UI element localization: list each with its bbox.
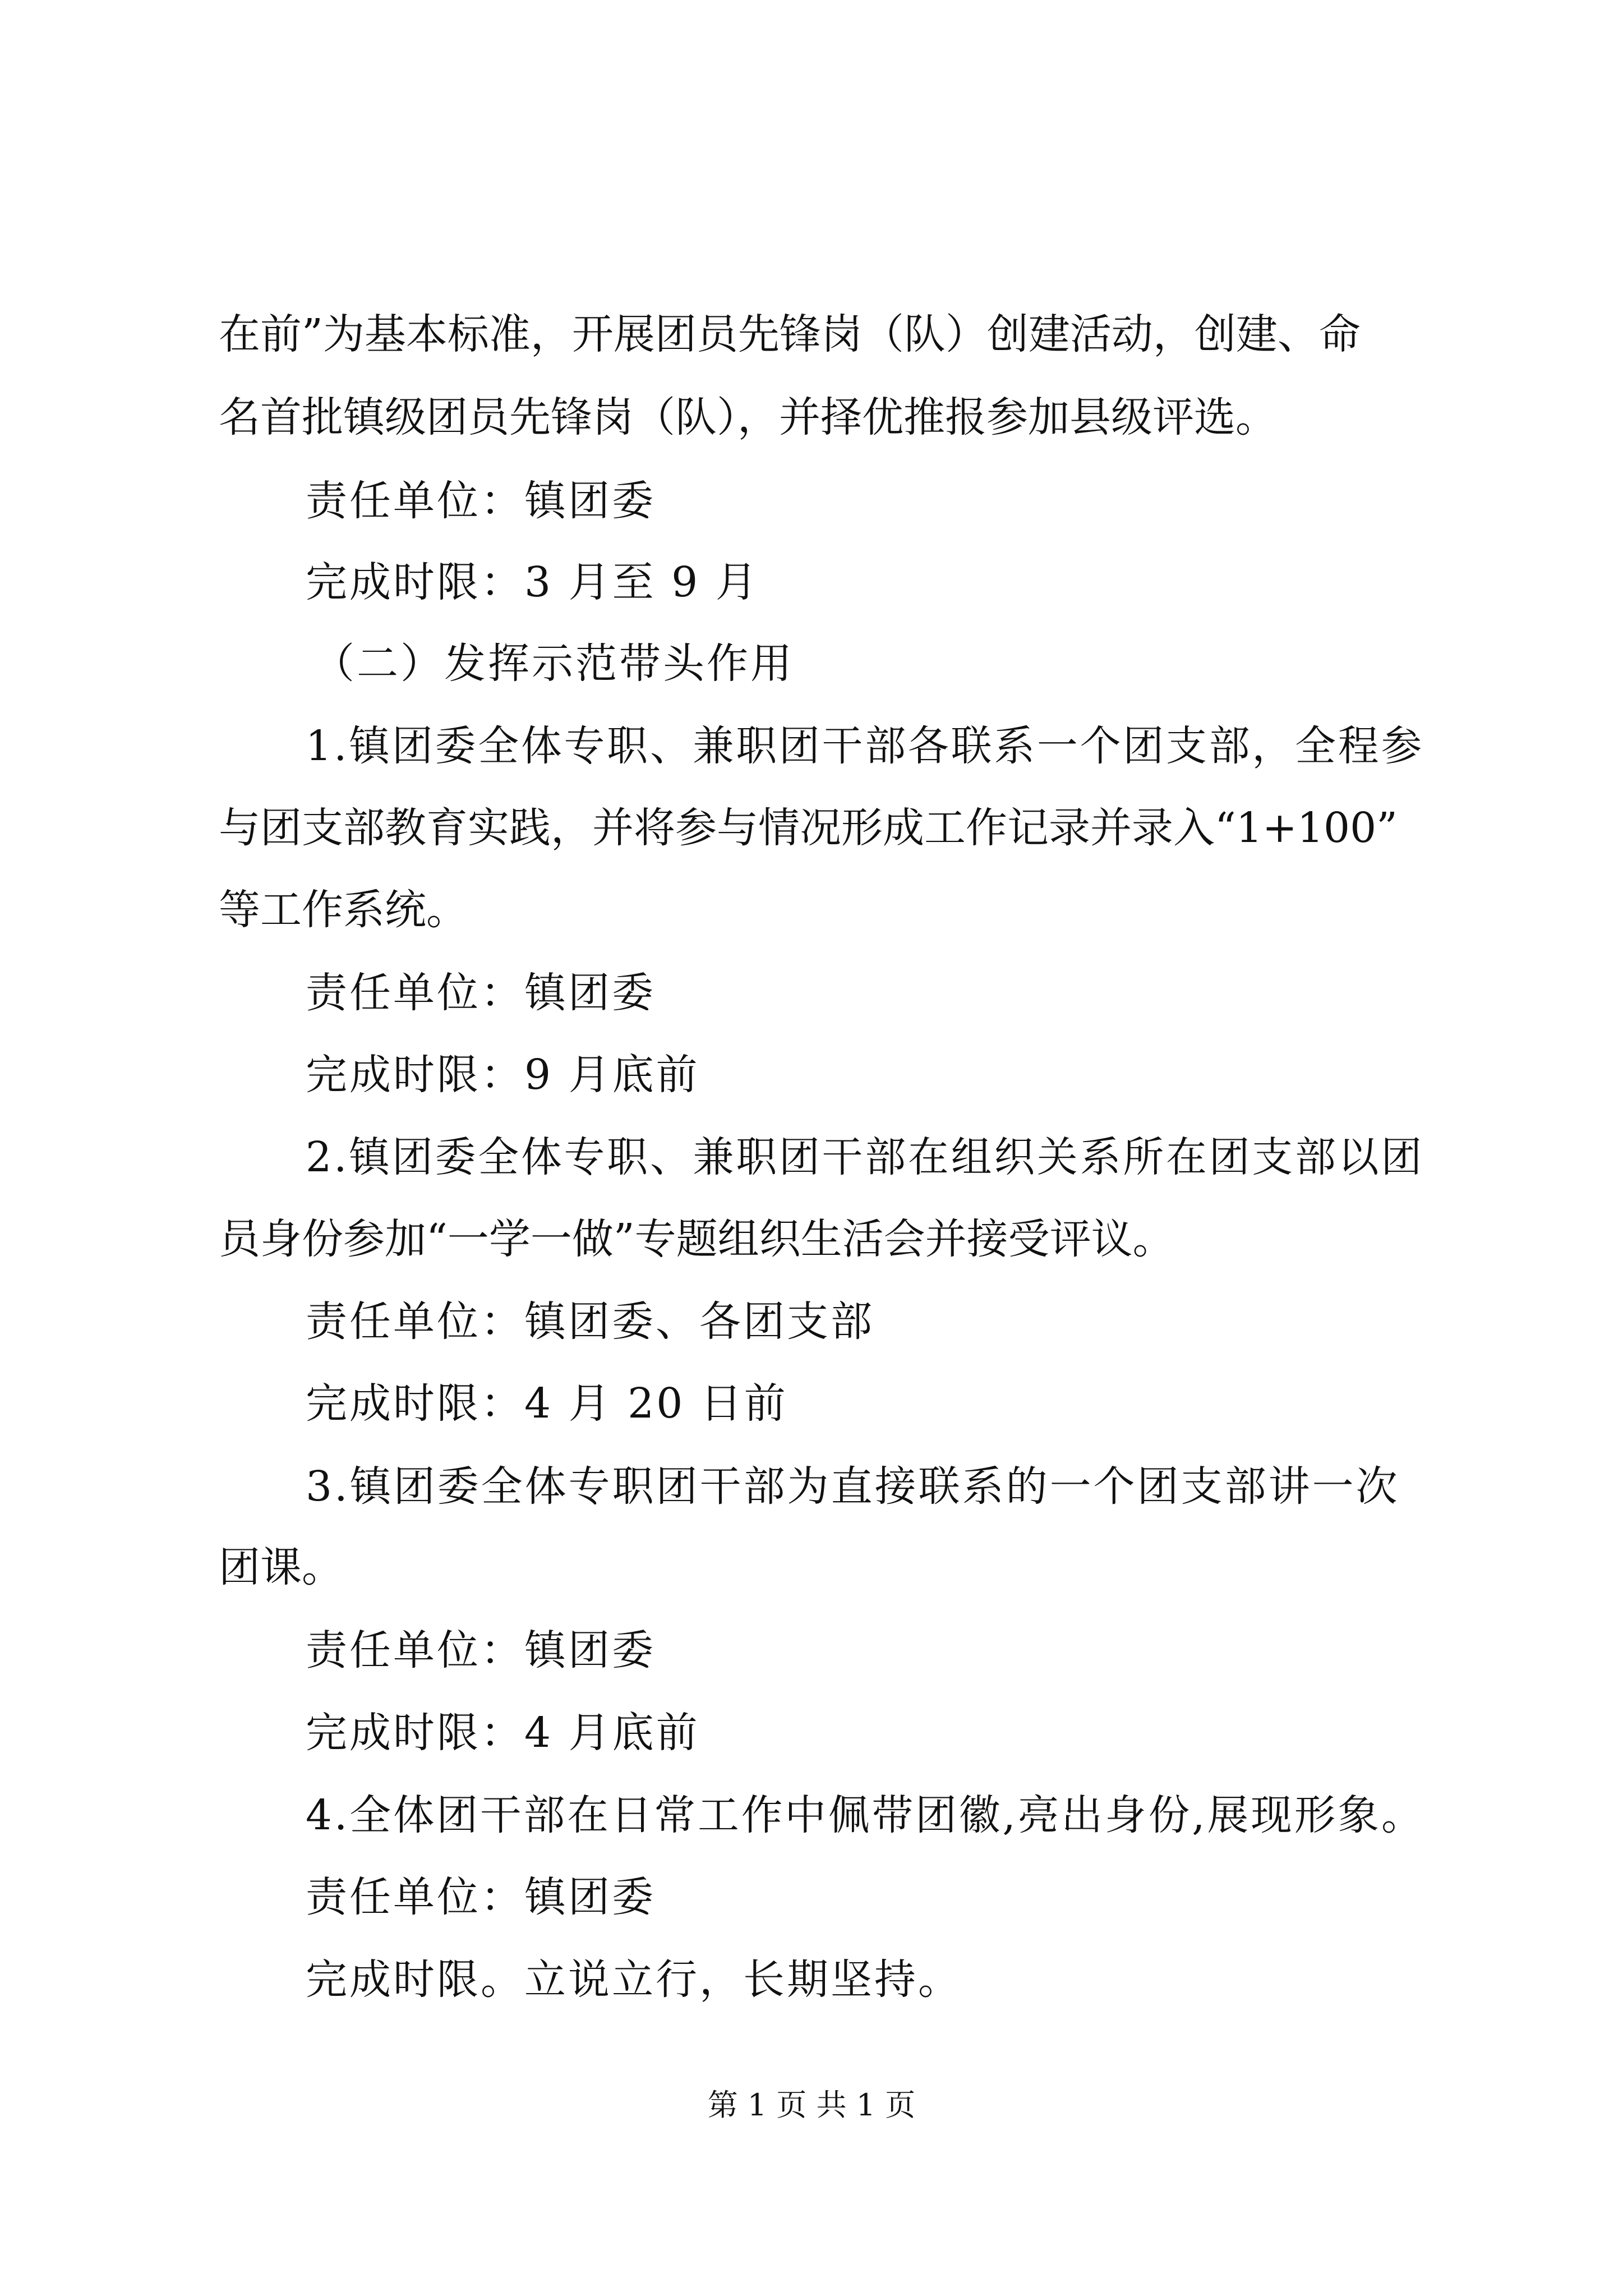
paragraph-line: 在前”为基本标准，开展团员先锋岗（队）创建活动，创建、命 <box>219 310 1361 358</box>
responsible-unit-line: 责任单位：镇团委 <box>306 1626 656 1674</box>
responsible-unit-line: 责任单位：镇团委 <box>306 477 656 525</box>
deadline-line: 完成时限。立说立行，长期坚持。 <box>306 1955 962 2004</box>
deadline-line: 完成时限：3 月至 9 月 <box>306 558 759 606</box>
responsible-unit-line: 责任单位：镇团委 <box>306 1873 656 1921</box>
paragraph-line: 员身份参加“一学一做”专题组织生活会并接受评议。 <box>219 1215 1174 1263</box>
section-heading: （二）发挥示范带头作用 <box>313 639 794 688</box>
paragraph-line: 团课。 <box>219 1543 343 1591</box>
paragraph-line: 名首批镇级团员先锋岗（队），并择优推报参加县级评选。 <box>219 393 1277 441</box>
page-footer: 第 1 页 共 1 页 <box>707 2087 916 2123</box>
paragraph-line: 等工作系统。 <box>219 886 468 934</box>
deadline-line: 完成时限：4 月底前 <box>306 1709 700 1757</box>
item-line: 3.镇团委全体专职团干部为直接联系的一个团支部讲一次 <box>306 1462 1400 1511</box>
item-line: 1.镇团委全体专职、兼职团干部各联系一个团支部，全程参 <box>306 722 1424 770</box>
deadline-line: 完成时限：4 月 20 日前 <box>306 1379 788 1428</box>
paragraph-line: 与团支部教育实践，并将参与情况形成工作记录并录入“1+100” <box>219 804 1398 852</box>
responsible-unit-line: 责任单位：镇团委 <box>306 969 656 1017</box>
responsible-unit-line: 责任单位：镇团委、各团支部 <box>306 1297 874 1346</box>
deadline-line: 完成时限：9 月底前 <box>306 1051 700 1099</box>
item-line: 2.镇团委全体专职、兼职团干部在组织关系所在团支部以团 <box>306 1133 1424 1181</box>
item-line: 4.全体团干部在日常工作中佩带团徽,亮出身份,展现形象。 <box>306 1791 1425 1839</box>
